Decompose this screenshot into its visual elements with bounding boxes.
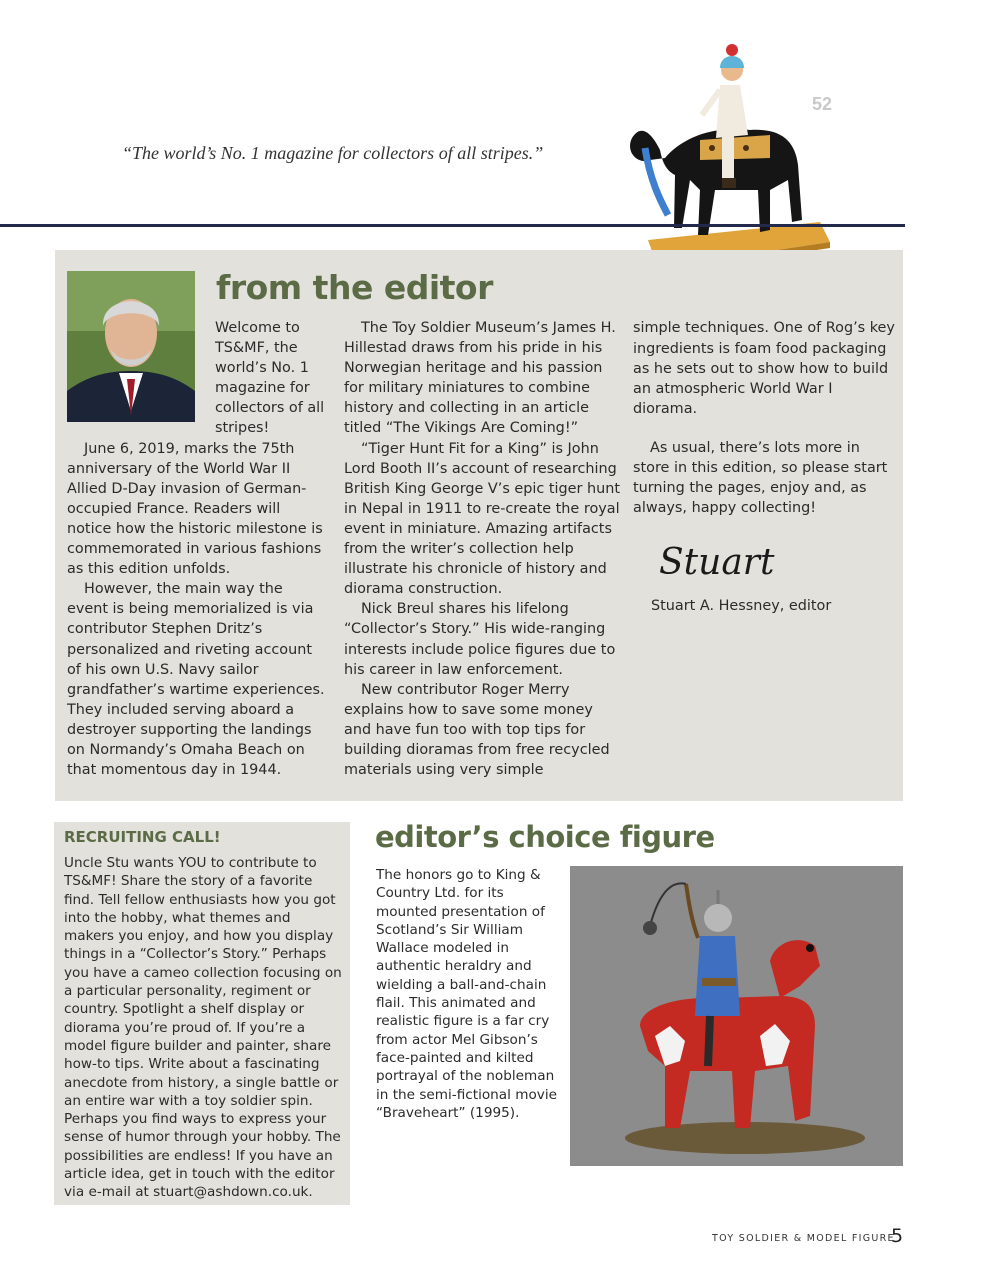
editor-column-1 — [67, 318, 327, 780]
welcome-paragraph: Welcome to TS&MF, the world’s No. 1 magazine for collectors of all stripes! — [215, 320, 325, 437]
editors-choice-body: The honors go to King & Country Ltd. for its mounted presentation of Scotland’s Sir William Wallace modeled in authentic heraldry and wielding a ball-and-chain flail. This animated and realistic figure is a far cry from actor Mel Gibson’s face-painted and kilted portrayal of the nobleman in the semi-fictional movie “Braveheart” (1995). — [376, 867, 557, 1121]
editor-paragraph: Nick Breul shares his lifelong “Collector’s Story.” His wide-ranging interests include police figures due to his career in law enforcement. — [344, 601, 616, 678]
editors-choice-heading: editor’s choice figure — [375, 820, 715, 854]
editor-signature — [653, 532, 803, 592]
william-wallace-figure-image — [570, 866, 903, 1166]
editor-column-3 — [633, 318, 895, 518]
continued-text: simple techniques. One of Rog’s key ingredients is foam food packaging as he sets out to show how to build an atmospheric World War I diorama. — [633, 320, 895, 417]
editor-paragraph: “Tiger Hunt Fit for a King” is John Lord Booth II’s account of researching British King George V’s epic tiger hunt in Nepal in 1911 to re-create the royal event in miniature. Amazing artifacts from the writer’s collection help illustrate his chronicle of history and diorama construction. — [344, 440, 621, 598]
editor-paragraph: The Toy Soldier Museum’s James H. Hillestad draws from his pride in his Norwegian heritage and his passion for military miniatures to combine history and collecting in an article titled “The Vikings Are Coming!” — [344, 320, 616, 437]
magazine-tagline: “The world’s No. 1 magazine for collectors of all stripes.” — [122, 143, 544, 163]
editor-paragraph: New contributor Roger Merry explains how to save some money and have fun too with top tips for building dioramas from free recycled materials using very simple — [344, 681, 610, 779]
editor-signoff: Stuart A. Hessney, editor — [651, 598, 832, 614]
editor-paragraph: As usual, there’s lots more in store in this edition, so please start turning the pages, enjoy and, as always, happy collecting! — [633, 440, 888, 517]
editor-column-2 — [344, 318, 620, 780]
publication-footer: TOY SOLDIER & MODEL FIGURE — [712, 1233, 895, 1244]
from-the-editor-heading: from the editor — [216, 268, 493, 307]
editor-paragraph-continued — [633, 318, 895, 438]
recruiting-body: Uncle Stu wants YOU to contribute to TS&MF! Share the story of a favorite find. Tell fellow enthusiasts how you got into the hobby, what themes and makers you enjoy, and how you display things in a “Collector’s Story.” Perhaps you have a cameo collection focusing on a particular personality, regiment or country. Spotlight a shelf display or diorama you’re proud of. If you’re a model figure builder and painter, share how-to tips. Write about a fascinating anecdote from history, a single battle or an entire war with a toy soldier spin. Perhaps you find ways to express your sense of humor through your hobby. The possibilities are endless! If you have an article idea, get in touch with the editor via e-mail at stuart@ashdown.co.uk. — [64, 855, 342, 1201]
editor-paragraph: June 6, 2019, marks the 75th anniversary of the World War II Allied D-Day invasion of German-occupied France. Readers will notice how the historic milestone is commemorated in various fashions as this edition unfolds. — [67, 440, 323, 578]
from-the-editor-panel — [55, 250, 903, 801]
issue-number: 52 — [812, 94, 833, 114]
signature-text: Stuart — [659, 542, 775, 583]
header-rule — [0, 224, 905, 227]
page-number: 5 — [891, 1225, 904, 1247]
mounted-toy-soldier-image — [620, 30, 840, 275]
editor-paragraph: However, the main way the event is being memorialized is via contributor Stephen Dritz’s personalized and riveting account of his own U.S. Navy sailor grandfather’s wartime experiences. They included serving aboard a destroyer supporting the landings on Normandy’s Omaha Beach on that momentous day in 1944. — [67, 581, 325, 779]
recruiting-heading: RECRUITING CALL! — [64, 828, 221, 846]
recruiting-call-panel — [54, 822, 350, 1205]
